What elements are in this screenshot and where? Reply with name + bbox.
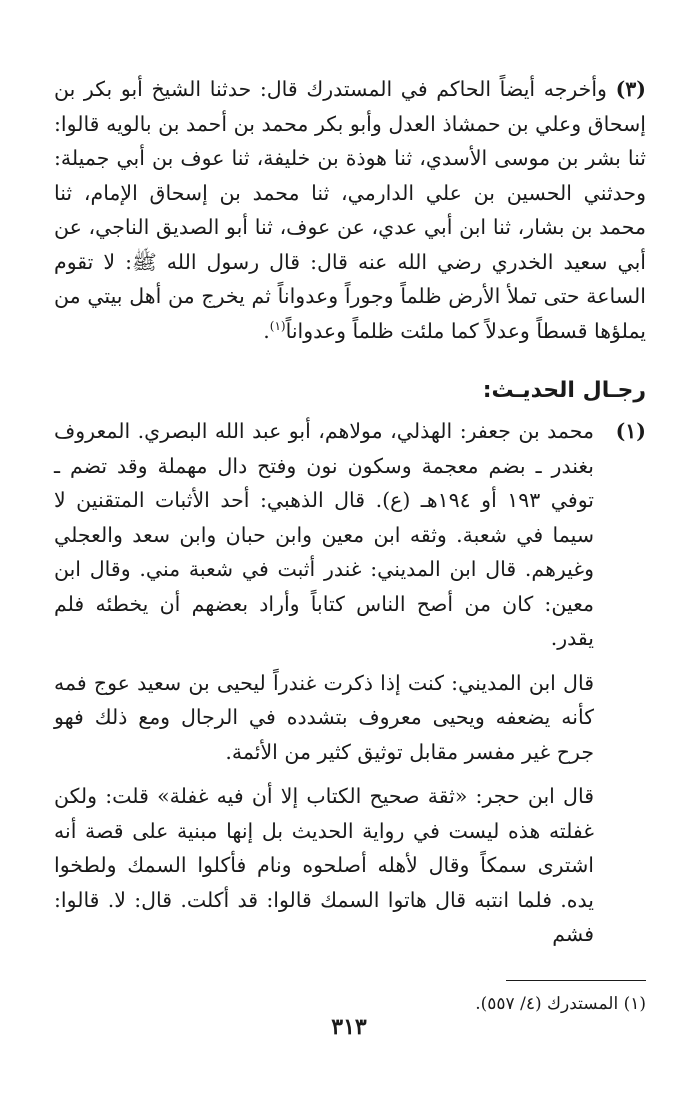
- page-number: ٣١٣: [331, 1014, 367, 1040]
- narrator-number: (١): [615, 419, 646, 443]
- footnote-marker[interactable]: (١): [269, 318, 286, 333]
- paragraph-ibn-hajar: قال ابن حجر: «ثقة صحيح الكتاب إلا أن فيه غفلة» قلت: ولكن غفلته هذه ليست في رواية الحديث بل إنها مبنية على قصة أنه اشترى سمكاً وقال لأهله أصلحوه ونام فأكلوا السمك ولطخوا يده. فلما انتبه قال هاتوا السمك قالوا: قد أكلت. قال: لا. قالوا: فشم: [54, 784, 594, 946]
- page-content: [54, 72, 646, 1017]
- intro-number: (٣): [615, 77, 646, 101]
- narrator-text: محمد بن جعفر: الهذلي، مولاهم، أبو عبد الله البصري. المعروف بغندر ـ بضم معجمة وسكون نون وفتح دال مهملة وقد تضم ـ توفي ١٩٣ أو ١٩٤هـ (ع). قال الذهبي: أحد الأثبات المتقنين لا سيما في شعبة. وثقه ابن معين وابن حبان وابن سعد والعجلي وغيرهم. قال ابن المديني: غندر أثبت في شعبة مني. وقال ابن معين: كان من أصح الناس كتاباً وأراد بعضهم أن يخطئه فلم يقدر.: [54, 419, 594, 650]
- footnote: (١) المستدرك (٤/ ٥٥٧).: [475, 993, 646, 1014]
- footnote-divider: [506, 980, 646, 981]
- section-title: رجـال الحديـث:: [482, 378, 646, 403]
- narrator-entry: [54, 414, 646, 656]
- intro-end: .: [263, 318, 270, 343]
- intro-text: وأخرجه أيضاً الحاكم في المستدرك قال: حدثنا الشيخ أبو بكر بن إسحاق وعلي بن حمشاذ العدل وأبو بكر محمد بن أحمد بن بالويه قالوا: ثنا بشر بن موسى الأسدي، ثنا هوذة بن خليفة، ثنا عوف بن أبي جميلة: وحدثني الحسين بن علي الدارمي، ثنا محمد بن إسحاق الإمام، ثنا محمد بن بشار، ثنا ابن أبي عدي، عن عوف، ثنا أبو الصديق الناجي، عن أبي سعيد الخدري رضي الله عنه قال: قال رسول الله ﷺ: لا تقوم الساعة حتى تملأ الأرض ظلماً وجوراً وعدواناً ثم يخرج من أهل بيتي من يملؤها قسطاً وعدلاً كما ملئت ظلماً وعدواناً: [54, 77, 646, 343]
- intro-paragraph: [54, 72, 646, 348]
- paragraph-ibn-al-madini: قال ابن المديني: كنت إذا ذكرت غندراً ليحيى بن سعيد عوج فمه كأنه يضعفه ويحيى معروف بتشدده في الرجال ومع ذلك فهو جرح غير مفسر مقابل توثيق كثير من الأئمة.: [54, 670, 594, 764]
